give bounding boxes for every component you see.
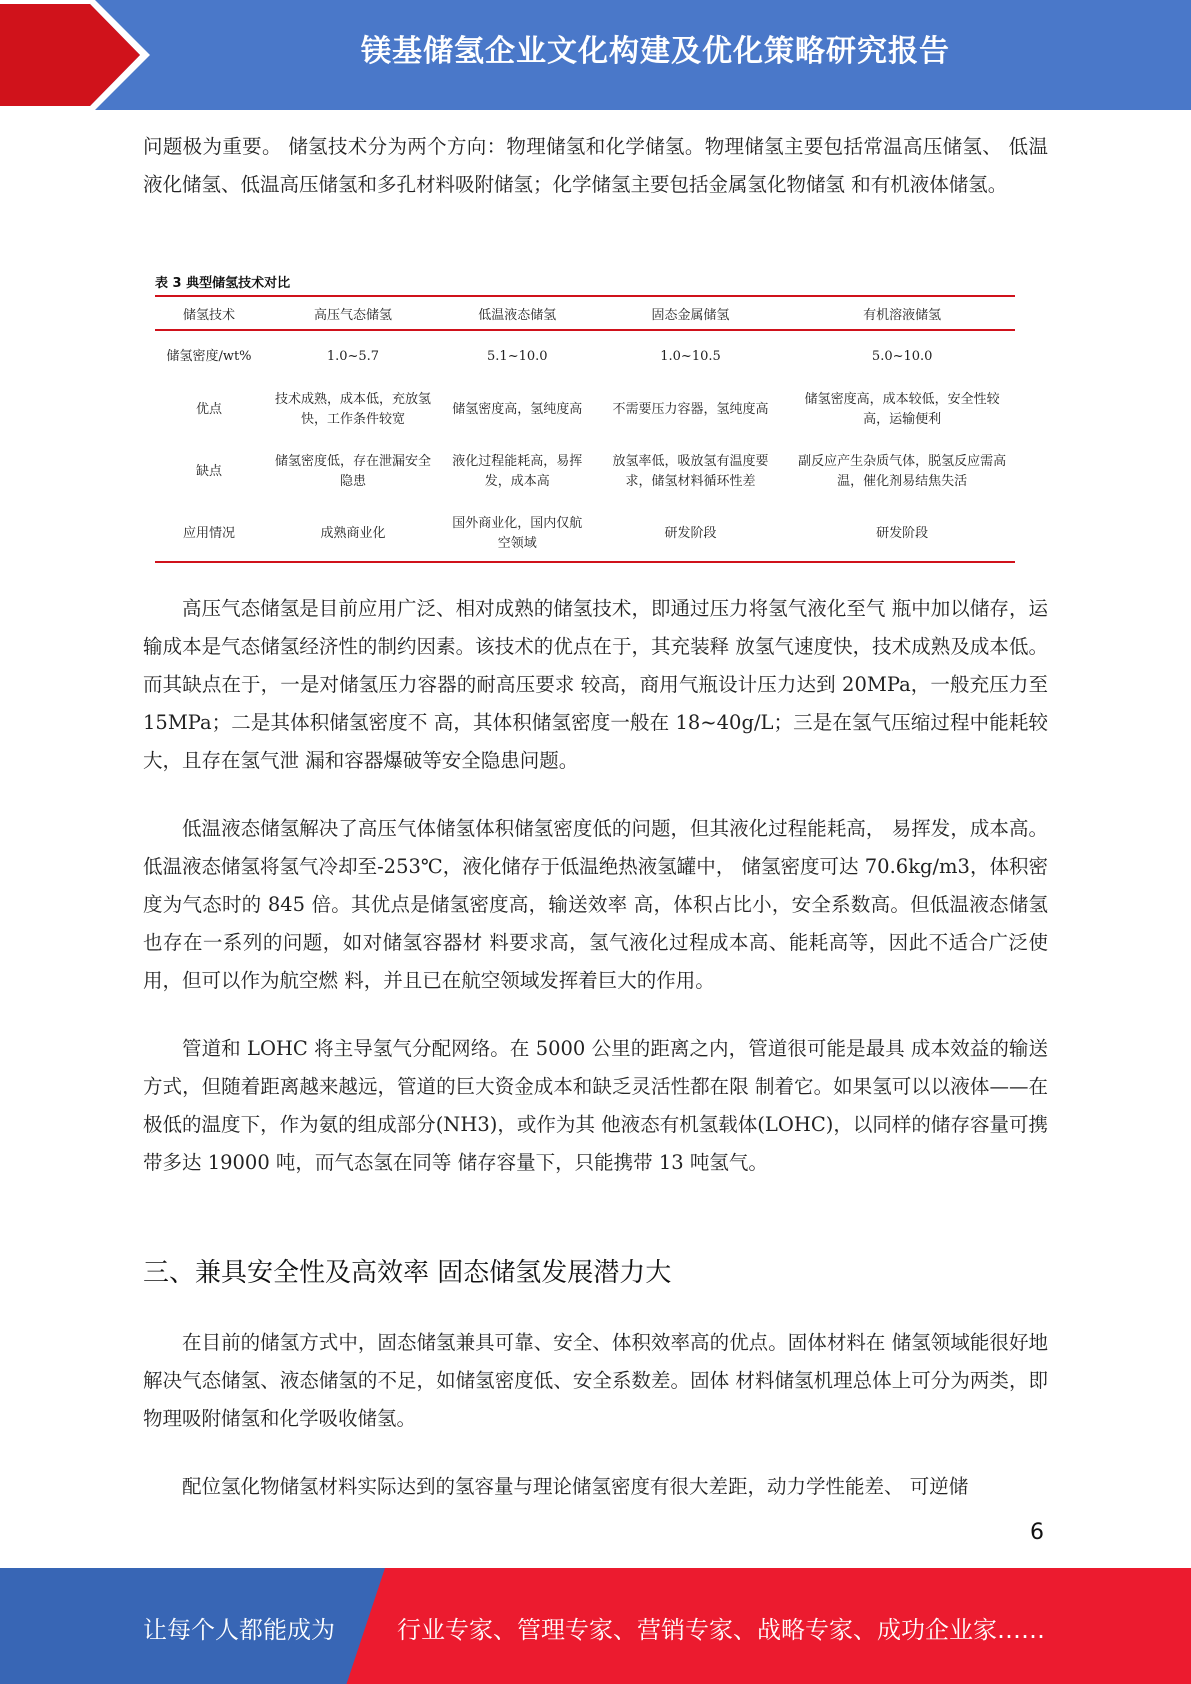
- table-cell: 技术成熟，成本低，充放氢快，工作条件较宽: [274, 392, 431, 427]
- intro-block: [143, 128, 1048, 204]
- table-row-header: 缺点: [195, 464, 222, 479]
- header-chevron-icon: [0, 0, 160, 110]
- table-header-cell: 低温液态储氢: [443, 296, 592, 330]
- table-header-cell: 有机溶液储氢: [789, 296, 1015, 330]
- table-cell: 1.0~10.5: [660, 348, 721, 364]
- body-paragraph: 高压气态储氢是目前应用广泛、相对成熟的储氢技术，即通过压力将氢气液化至气 瓶中加以储存，运输成本是气态储氢经济性的制约因素。该技术的优点在于，其充装释 放氢气速度快，技术成熟及成本低。而其缺点在于，一是对储氢压力容器的耐高压要求 较高，商用气瓶设计压力达到 20MPa，一般充压力至 15MPa；二是其体积储氢密度不 高，其体积储氢密度一般在 18~40g/L；三是在氢气压缩过程中能耗较大，且存在氢气泄 漏和容器爆破等安全隐患问题。: [143, 597, 1048, 772]
- table-caption: 表 3 典型储氢技术对比: [155, 276, 291, 291]
- table-row-header: 应用情况: [155, 506, 263, 562]
- comparison-table: [155, 295, 1015, 563]
- report-title: 镁基储氢企业文化构建及优化策略研究报告: [361, 34, 950, 69]
- table-cell: 研发阶段: [592, 506, 790, 562]
- table-cell: 5.0~10.0: [871, 348, 933, 364]
- footer-slogan-right: 行业专家、管理专家、营销专家、战略专家、成功企业家……: [397, 1616, 1045, 1644]
- page-footer: [0, 1568, 1191, 1684]
- table-cell: 国外商业化，国内仅航空领域: [443, 506, 592, 562]
- table-header-cell: 高压气态储氢: [263, 296, 443, 330]
- table-cell: 副反应产生杂质气体，脱氢反应需高温，催化剂易结焦失活: [798, 454, 1007, 489]
- body-paragraph: 管道和 LOHC 将主导氢气分配网络。在 5000 公里的距离之内，管道很可能是最具 成本效益的输送方式，但随着距离越来越远，管道的巨大资金成本和缺乏灵活性都在限 制着它。如果氢可以以液体——在极低的温度下，作为氨的组成部分(NH3)，或作为其 他液态有机氢载体(LOHC)，以同样的储存容量可携带多达 19000 吨，而气态氢在同等 储存容量下，只能携带 13 吨氢气。: [143, 1037, 1048, 1174]
- section-heading: 三、兼具安全性及高效率 固态储氢发展潜力大: [143, 1258, 672, 1288]
- page-header: [0, 0, 1191, 110]
- section-paragraph: 在目前的储氢方式中，固态储氢兼具可靠、安全、体积效率高的优点。固体材料在 储氢领域能很好地解决气态储氢、液态储氢的不足，如储氢密度低、安全系数差。固体 材料储氢机理总体上可分为两类，即物理吸附储氢和化学吸收储氢。: [143, 1331, 1048, 1430]
- table-cell: 储氢密度高，氢纯度高: [452, 402, 583, 417]
- intro-paragraph: 问题极为重要。 储氢技术分为两个方向：物理储氢和化学储氢。物理储氢主要包括常温高压储氢、 低温液化储氢、低温高压储氢和多孔材料吸附储氢；化学储氢主要包括金属氢化物储氢 和有机液体储氢。: [143, 135, 1048, 196]
- table-header-cell: 储氢技术: [155, 296, 263, 330]
- table-row-header: 储氢密度/wt%: [166, 348, 252, 364]
- section-paragraph: 配位氢化物储氢材料实际达到的氢容量与理论储氢密度有很大差距，动力学性能差、 可逆储: [182, 1475, 969, 1498]
- table-row: [155, 438, 1015, 506]
- table-cell: 研发阶段: [789, 506, 1015, 562]
- table-row-header: 优点: [195, 402, 222, 417]
- table-row: [155, 330, 1015, 382]
- body-paragraph: 低温液态储氢解决了高压气体储氢体积储氢密度低的问题，但其液化过程能耗高， 易挥发，成本高。低温液态储氢将氢气冷却至-253℃，液化储存于低温绝热液氢罐中， 储氢密度可达 70.6kg/m3，体积密度为气态时的 845 倍。其优点是储氢密度高，输送效率 高，体积占比小，安全系数高。但低温液态储氢也存在一系列的问题，如对储氢容器材 料要求高，氢气液化过程成本高、能耗高等，因此不适合广泛使用，但可以作为航空燃 料，并且已在航空领域发挥着巨大的作用。: [143, 817, 1048, 992]
- table-cell: 不需要压力容器，氢纯度高: [612, 402, 769, 417]
- comparison-table-block: [155, 272, 1015, 563]
- table-cell: 液化过程能耗高，易挥发，成本高: [452, 454, 583, 489]
- table-cell: 1.0~5.7: [326, 348, 380, 364]
- table-cell: 5.1~10.0: [487, 348, 548, 364]
- table-cell: 储氢密度低，存在泄漏安全隐患: [274, 454, 431, 489]
- table-row: [155, 506, 1015, 562]
- body-block: [143, 590, 1048, 1182]
- section-block: [143, 1324, 1048, 1506]
- table-row: [155, 382, 1015, 438]
- table-cell: 放氢率低，吸放氢有温度要求，储氢材料循环性差: [612, 454, 769, 489]
- table-header-row: [155, 296, 1015, 330]
- table-cell: 成熟商业化: [263, 506, 443, 562]
- footer-slogan-left: 让每个人都能成为: [143, 1616, 335, 1644]
- page-number: 6: [1030, 1520, 1044, 1545]
- table-cell: 储氢密度高，成本较低，安全性较高，运输便利: [804, 392, 1000, 427]
- table-header-cell: 固态金属储氢: [592, 296, 790, 330]
